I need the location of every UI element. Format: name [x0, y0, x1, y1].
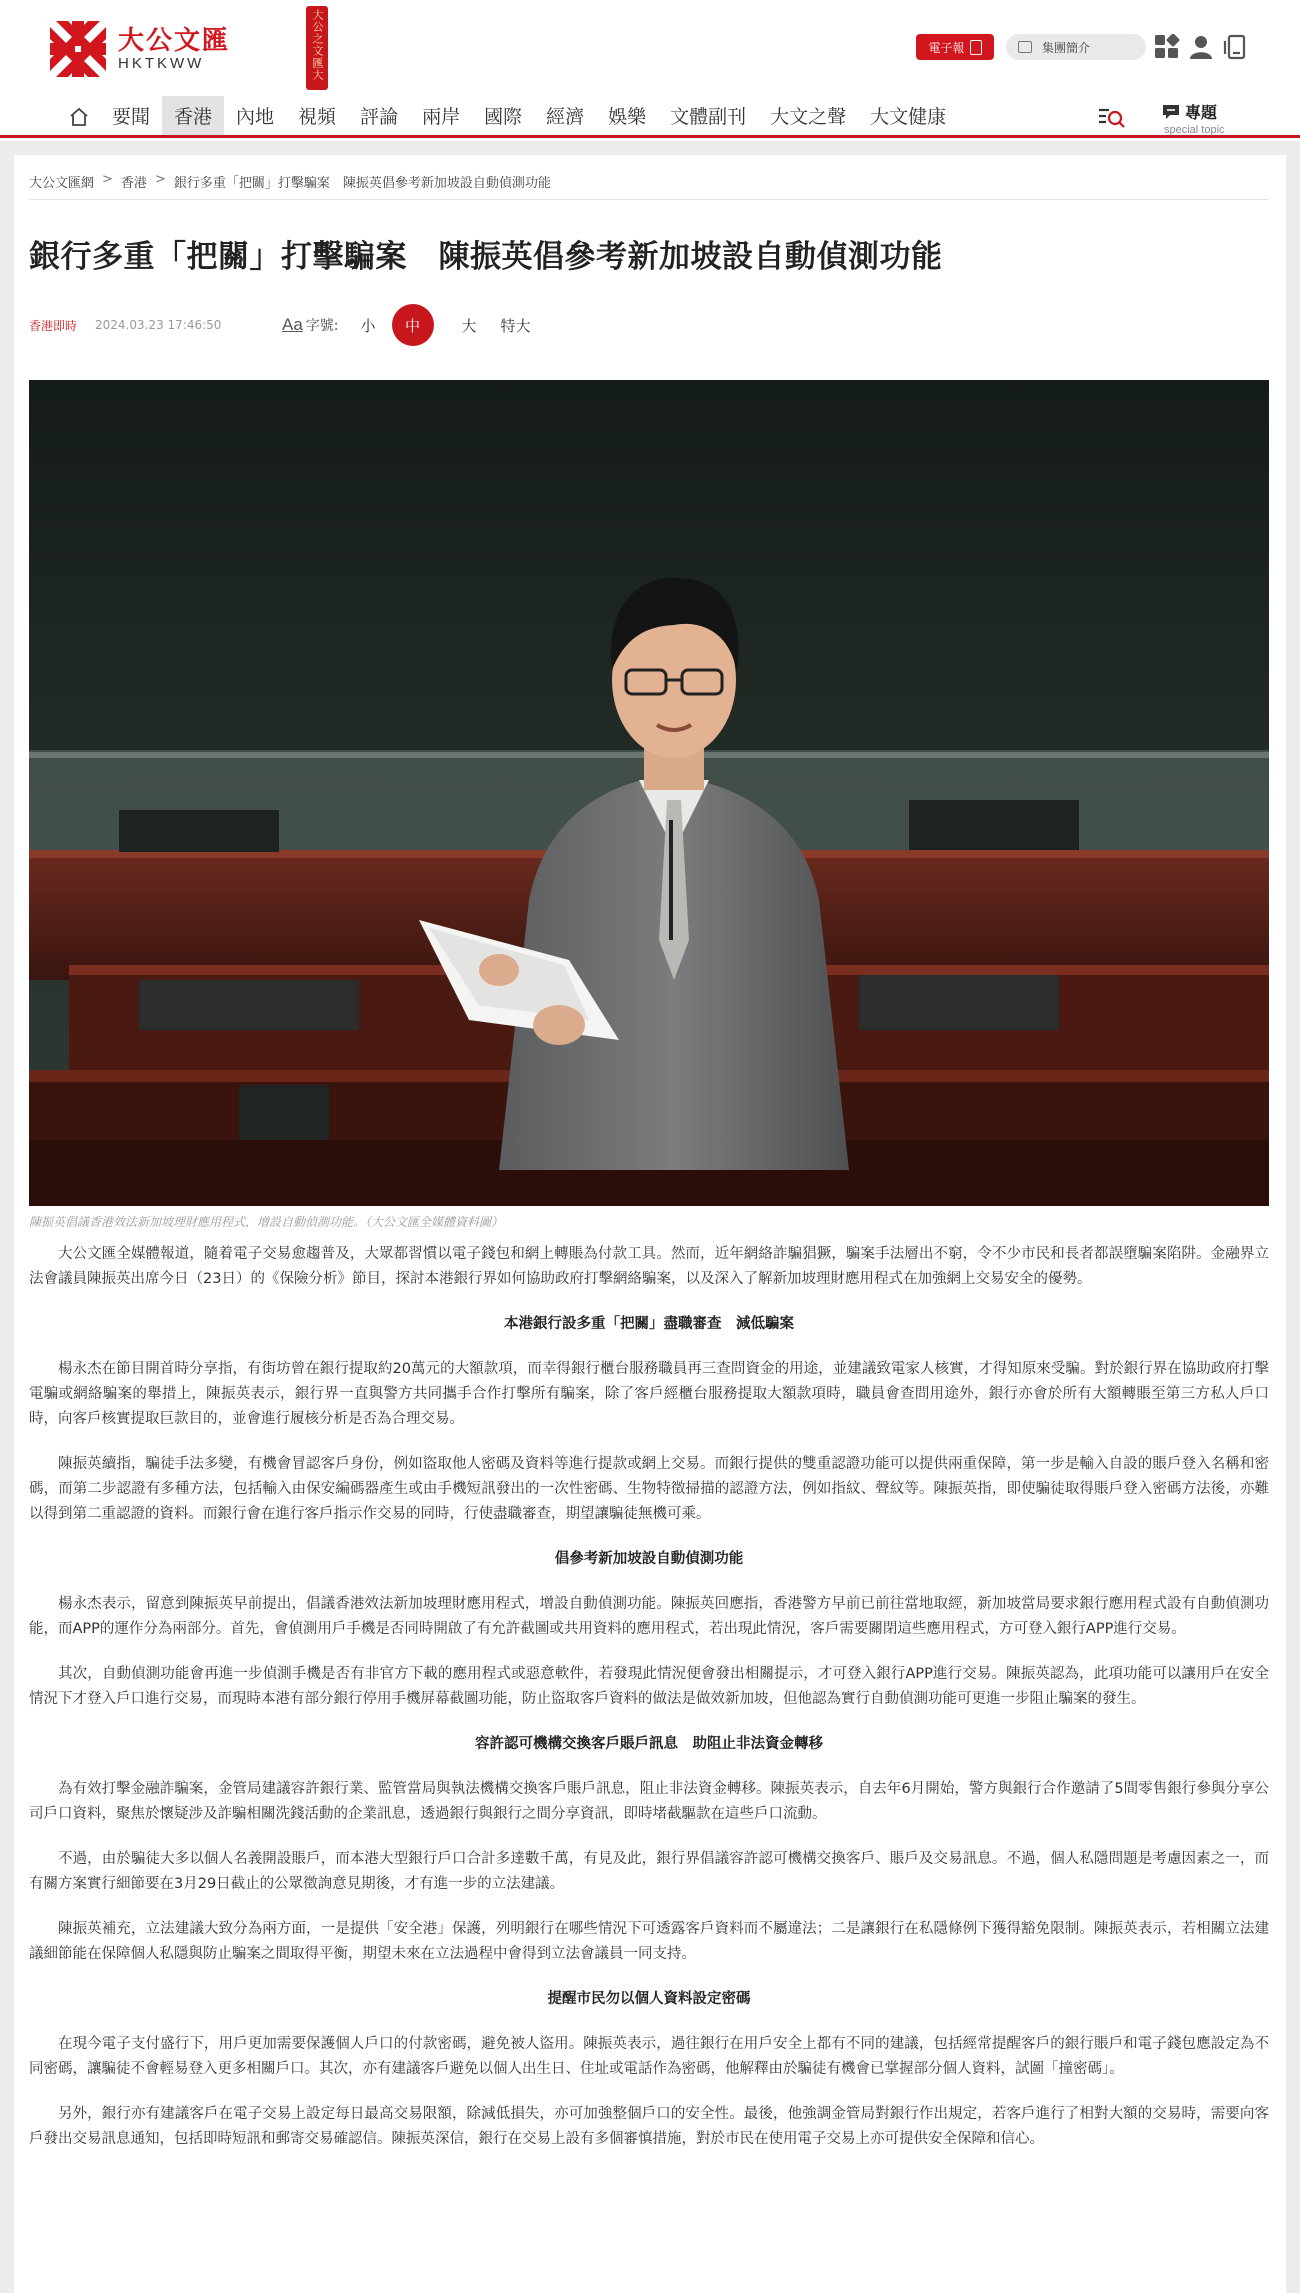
font-size-small[interactable]: 小 — [360, 316, 376, 335]
article-subheading: 本港銀行設多重「把關」盡職審查 減低騙案 — [504, 1316, 794, 1332]
nav-item-culture-sports[interactable]: 文體副刊 — [670, 106, 747, 128]
seal-text: 大公之文匯大 — [311, 9, 324, 81]
article-card — [14, 155, 1286, 2293]
breadcrumb-home[interactable]: 大公文匯網 — [29, 176, 95, 191]
article-paragraph: 為有效打擊金融詐騙案，金管局建議容許銀行業、監管當局與執法機構交換客戶賬戶訊息，阻止非法資金轉移。陳振英表示，自去年6月開始，警方與銀行合作邀請了5間零售銀行參與分享公司戶口資料，聚焦於懷疑涉及詐騙相關洗錢活動的企業訊息，透過銀行與銀行之間分享資訊，即時堵截驅款在這些戶口流動。 — [29, 1781, 1269, 1822]
home-icon[interactable] — [58, 96, 100, 138]
article-subheading: 容許認可機構交換客戶賬戶訊息 助阻止非法資金轉移 — [475, 1736, 823, 1752]
top-header — [0, 0, 1300, 96]
article-paragraph: 其次，自動偵測功能會再進一步偵測手機是否有非官方下載的應用程式或惡意軟件，若發現此情況便會發出相關提示，才可登入銀行APP進行交易。陳振英認為，此項功能可以讓用戶在安全情況下才登入戶口進行交易，而現時本港有部分銀行停用手機屏幕截圖功能，防止盜取客戶資料的做法是做效新加坡，但他認為實行自動偵測功能可更進一步阻止騙案的發生。 — [29, 1666, 1269, 1707]
article-paragraph: 陳振英續指，騙徒手法多變，有機會冒認客戶身份，例如盜取他人密碼及資料等進行提款或網上交易。而銀行提供的雙重認證功能可以提供兩重保障，第一步是輸入自設的賬戶登入名稱和密碼，而第二步認證有多種方法，包括輸入由保安編碼器產生或由手機短訊發出的一次性密碼、生物特徵掃描的認證方法，例如指紋、聲紋等。陳振英指，即使騙徒取得賬戶登入密碼方法後，亦難以得到第二重認證的資料。而銀行會在進行客戶指示作交易的同時，行使盡職審查，期望讓騙徒無機可乘。 — [29, 1456, 1269, 1522]
epaper-button[interactable] — [916, 34, 994, 60]
article-paragraph: 陳振英補充，立法建議大致分為兩方面，一是提供「安全港」保護，列明銀行在哪些情況下可透露客戶資料而不屬違法；二是讓銀行在私隱條例下獲得豁免限制。陳振英表示，若相關立法建議細節能在保障個人私隱與防止騙案之間取得平衡，期望未來在立法過程中會得到立法會議員一同支持。 — [29, 1921, 1269, 1962]
article-paragraph: 楊永杰在節目開首時分享指，有街坊曾在銀行提取約20萬元的大額款項，而幸得銀行櫃台服務職員再三查問資金的用途，並建議致電家人核實，才得知原來受騙。對於銀行界在協助政府打擊電騙或網絡騙案的舉措上，陳振英表示，銀行界一直與警方共同攜手合作打擊所有騙案，除了客戶經櫃台服務提取大額款項時，職員會查問用途外，銀行亦會於所有大額轉賬至第三方私人戶口時，向客戶核實提取巨款目的，並會進行履核分析是否為合理交易。 — [29, 1361, 1269, 1427]
nav-item-headlines[interactable]: 要聞 — [112, 106, 151, 128]
breadcrumb-section[interactable]: 香港 — [120, 176, 147, 191]
special-topic-sub: special topic — [1164, 124, 1225, 136]
nav-item-opinion[interactable]: 評論 — [360, 106, 399, 128]
breadcrumb-divider — [29, 199, 1269, 200]
logo-english-text: HKTKWW — [118, 55, 205, 72]
special-topic-label: 專題 — [1185, 103, 1218, 122]
article-title: 銀行多重「把關」打擊騙案 陳振英倡參考新加坡設自動偵測功能 — [29, 239, 943, 275]
content-area — [0, 141, 1300, 2293]
logo-chinese-text: 大公文匯 — [118, 26, 231, 56]
font-size-xlarge[interactable]: 特大 — [500, 316, 531, 335]
article-paragraph: 在現今電子支付盛行下，用戶更加需要保護個人戶口的付款密碼，避免被人盜用。陳振英表示，過往銀行在用戶安全上都有不同的建議，包括經常提醒客戶的銀行賬戶和電子錢包應設定為不同密碼，讓騙徒不會輕易登入更多相關戶口。其次，亦有建議客戶避免以個人出生日、住址或電話作為密碼，他解釋由於騙徒有機會已掌握部分個人資料，試圖「撞密碼」。 — [29, 2036, 1269, 2077]
article-subheading: 提醒市民勿以個人資料設定密碼 — [547, 1991, 751, 2007]
nav-item-economy[interactable]: 經濟 — [546, 106, 585, 128]
article-meta — [29, 305, 221, 345]
group-intro-button[interactable] — [1006, 34, 1146, 60]
breadcrumb-current: 銀行多重「把關」打擊騙案 陳振英倡參考新加坡設自動偵測功能 — [173, 176, 551, 191]
article-paragraph: 大公文匯全媒體報道，隨着電子交易愈趨普及，大眾都習慣以電子錢包和網上轉賬為付款工具。然而，近年網絡詐騙猖獗，騙案手法層出不窮，令不少市民和長者都誤墮騙案陷阱。金融界立法會議員陳振英出席今日（23日）的《保險分析》節目，探討本港銀行界如何協助政府打擊網絡騙案，以及深入了解新加坡理財應用程式在加強網上交易安全的優勢。 — [29, 1246, 1269, 1287]
group-intro-label: 集團簡介 — [1042, 40, 1091, 55]
font-size-medium[interactable]: 中 — [392, 304, 434, 346]
special-topic-icon — [1162, 104, 1180, 120]
article-subheading: 倡參考新加坡設自動偵測功能 — [554, 1551, 744, 1567]
photo-caption: 陳振英倡議香港效法新加坡理財應用程式，增設自動偵測功能。（大公文匯全媒體資料圖） — [29, 1215, 504, 1229]
epaper-label: 電子報 — [928, 40, 965, 55]
nav-item-voice[interactable]: 大文之聲 — [770, 106, 847, 128]
nav-item-hongkong[interactable]: 香港 — [162, 96, 224, 135]
main-nav — [0, 96, 1300, 138]
article-paragraph: 另外，銀行亦有建議客戶在電子交易上設定每日最高交易限額，除減低損失，亦可加強整個戶口的安全性。最後，他強調金管局對銀行作出規定，若客戶進行了相對大額的交易時，需要向客戶發出交易訊息通知，包括即時短訊和郵寄交易確認信。陳振英深信，銀行在交易上設有多個審慎措施，對於市民在使用電子交易上亦可提供安全保障和信心。 — [29, 2106, 1269, 2147]
article-paragraph: 楊永杰表示，留意到陳振英早前提出，倡議香港效法新加坡理財應用程式，增設自動偵測功能。陳振英回應指，香港警方早前已前往當地取經，新加坡當局要求銀行應用程式設有自動偵測功能，而APP的運作分為兩部分。首先，會偵測用戶手機是否同時開啟了有允許截圖或共用資料的應用程式，若出現此情況，客戶需要關閉這些應用程式，方可登入銀行APP進行交易。 — [29, 1596, 1269, 1637]
nav-item-health[interactable]: 大文健康 — [870, 106, 947, 128]
font-size-icon: Aa — [282, 315, 303, 334]
logo-mark-icon — [48, 19, 108, 79]
font-size-selector — [282, 305, 555, 345]
nav-item-international[interactable]: 國際 — [484, 106, 523, 128]
calligraphy-seal — [306, 6, 328, 90]
mobile-icon[interactable] — [1222, 34, 1248, 60]
breadcrumb — [29, 172, 551, 191]
epaper-icon — [970, 40, 982, 55]
article-source[interactable]: 香港即時 — [29, 318, 78, 333]
special-topic-link[interactable] — [1162, 100, 1252, 136]
site-logo[interactable] — [48, 16, 238, 82]
user-icon[interactable] — [1188, 34, 1214, 60]
article-datetime: 2024.03.23 17:46:50 — [95, 318, 222, 332]
nav-item-mainland[interactable]: 內地 — [236, 106, 275, 128]
legislator-speaking-illustration — [29, 380, 1269, 1206]
nav-item-video[interactable]: 視頻 — [298, 106, 337, 128]
nav-item-cross-strait[interactable]: 兩岸 — [422, 106, 461, 128]
group-intro-icon — [1018, 41, 1032, 53]
font-size-large[interactable]: 大 — [461, 316, 477, 335]
article-paragraph: 不過，由於騙徒大多以個人名義開設賬戶，而本港大型銀行戶口合計多達數千萬，有見及此，銀行界倡議容許認可機構交換客戶、賬戶及交易訊息。不過，個人私隱問題是考慮因素之一，而有關方案實行細節要在3月29日截止的公眾徵詢意見期後，才有進一步的立法建議。 — [29, 1851, 1269, 1892]
breadcrumb-separator: > — [154, 172, 166, 187]
breadcrumb-separator: > — [102, 172, 113, 187]
article-body — [29, 1242, 1269, 2172]
search-list-icon[interactable] — [1096, 102, 1126, 132]
nav-item-entertainment[interactable]: 娛樂 — [608, 106, 647, 128]
apps-grid-icon[interactable] — [1154, 34, 1180, 60]
font-size-label: 字號: — [305, 318, 339, 334]
article-photo — [29, 380, 1269, 1206]
